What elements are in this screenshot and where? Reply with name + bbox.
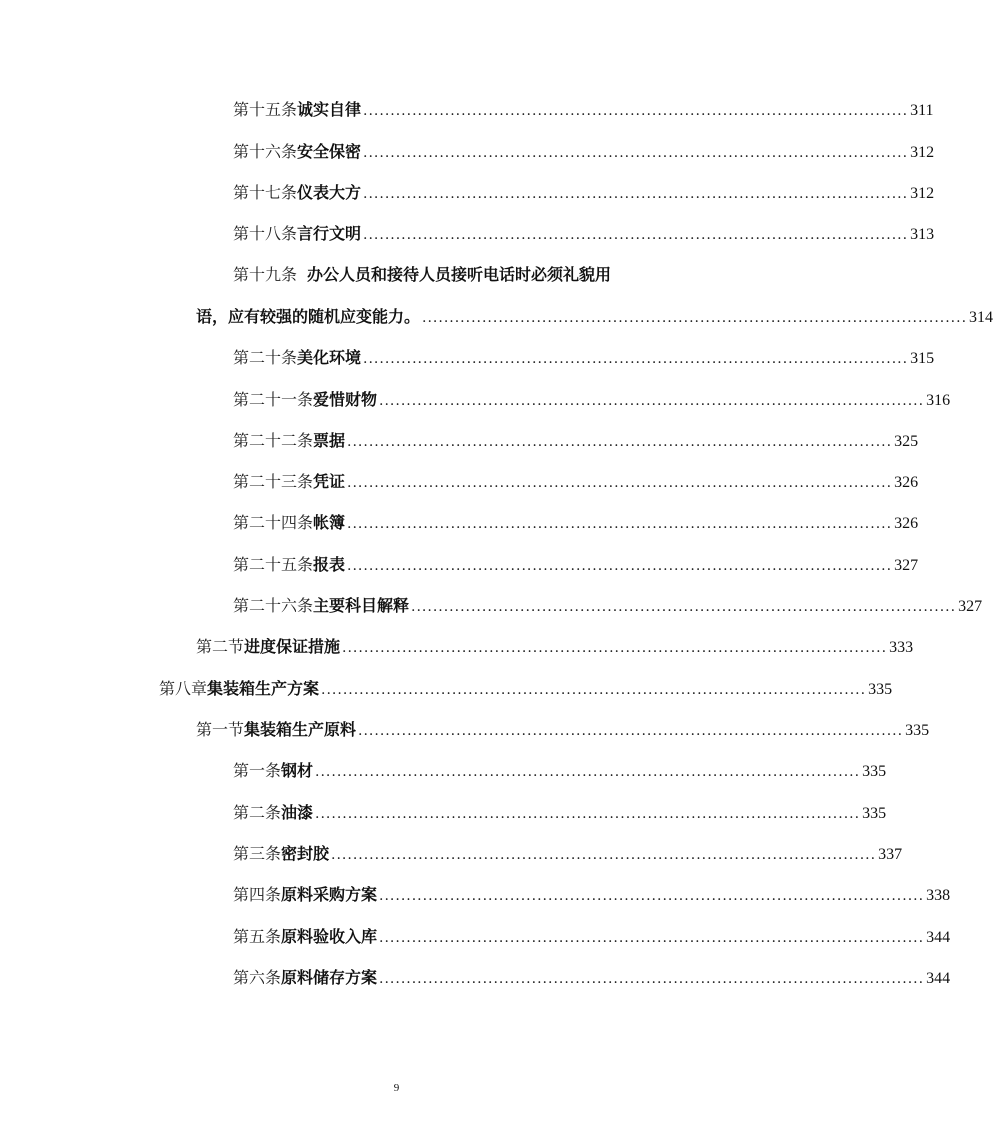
toc-title: 原料验收入库 (281, 927, 378, 946)
toc-number: 第二十二条 (233, 431, 314, 450)
toc-leader: .................................................................................................... (347, 434, 893, 450)
toc-title: 诚实自律 (297, 100, 362, 119)
toc-page: 315 (910, 350, 935, 367)
toc-title: 办公人员和接待人员接听电话时必须礼貌用 (307, 265, 612, 284)
toc-title: 集装箱生产方案 (207, 679, 320, 698)
toc-entry-section[interactable] (196, 634, 914, 660)
toc-leader: .................................................................................................... (379, 393, 925, 409)
toc-number: 第十六条 (233, 142, 298, 161)
toc-title: 语，应有较强的随机应变能力。 (196, 307, 421, 326)
toc-leader: .................................................................................................... (363, 351, 909, 367)
toc-leader: .................................................................................................... (347, 558, 893, 574)
toc-title: 原料采购方案 (281, 885, 378, 904)
toc-page: 327 (958, 598, 983, 615)
toc-page: 335 (905, 722, 930, 739)
toc-number: 第一节 (196, 720, 245, 739)
toc-number: 第十五条 (233, 100, 298, 119)
toc-number: 第八章 (159, 679, 208, 698)
toc-page: 313 (910, 226, 935, 243)
toc-page: 325 (894, 433, 919, 450)
page-number: 9 (393, 1082, 400, 1094)
toc-page: 327 (894, 557, 919, 574)
toc-page: 335 (862, 763, 887, 780)
toc-title: 美化环境 (297, 348, 362, 367)
toc-title: 密封胶 (281, 844, 330, 863)
toc-page: 338 (926, 887, 951, 904)
toc-page: 312 (910, 185, 935, 202)
toc-page: 311 (910, 102, 934, 119)
toc-entry-multiline[interactable] (233, 262, 611, 288)
toc-page: 333 (889, 639, 914, 656)
toc-entry[interactable] (233, 800, 887, 826)
toc-entry[interactable] (233, 924, 951, 950)
toc-entry[interactable] (233, 345, 935, 371)
toc-page: 326 (894, 474, 919, 491)
toc-entry-section[interactable] (196, 717, 930, 743)
toc-title: 安全保密 (297, 142, 362, 161)
toc-title: 报表 (313, 555, 346, 574)
toc-leader: .................................................................................................... (358, 723, 904, 739)
toc-title: 票据 (313, 431, 346, 450)
toc-entry-continuation[interactable] (196, 304, 993, 330)
toc-entry[interactable] (233, 965, 951, 991)
toc-entry-chapter[interactable] (159, 676, 893, 702)
toc-entry[interactable] (233, 882, 951, 908)
toc-title: 帐簿 (313, 513, 346, 532)
toc-title: 进度保证措施 (244, 637, 341, 656)
toc-number: 第二十四条 (233, 513, 314, 532)
toc-number: 第五条 (233, 927, 282, 946)
toc-entry[interactable] (233, 841, 903, 867)
toc-title: 爱惜财物 (313, 390, 378, 409)
toc-leader: .................................................................................................... (411, 599, 957, 615)
toc-title: 集装箱生产原料 (244, 720, 357, 739)
toc-number: 第十九条 (233, 265, 298, 284)
toc-entry[interactable] (233, 758, 887, 784)
toc-title: 仪表大方 (297, 183, 362, 202)
toc-leader: .................................................................................................... (379, 888, 925, 904)
toc-number: 第十八条 (233, 224, 298, 243)
toc-leader: .................................................................................................... (321, 682, 867, 698)
toc-title: 主要科目解释 (313, 596, 410, 615)
toc-entry[interactable] (233, 139, 935, 165)
toc-leader: .................................................................................................... (422, 310, 968, 326)
toc-leader: .................................................................................................... (331, 847, 877, 863)
toc-entry[interactable] (233, 180, 935, 206)
toc-entry[interactable] (233, 593, 983, 619)
toc-entry[interactable] (233, 552, 919, 578)
toc-entry[interactable] (233, 428, 919, 454)
toc-leader: .................................................................................................... (363, 227, 909, 243)
toc-page: 344 (926, 929, 951, 946)
toc-number: 第一条 (233, 761, 282, 780)
toc-number: 第二十六条 (233, 596, 314, 615)
toc-number: 第十七条 (233, 183, 298, 202)
toc-number: 第二节 (196, 637, 245, 656)
toc-number: 第二十五条 (233, 555, 314, 574)
toc-title: 钢材 (281, 761, 314, 780)
toc-leader: .................................................................................................... (347, 475, 893, 491)
toc-entry[interactable] (233, 510, 919, 536)
toc-leader: .................................................................................................... (379, 930, 925, 946)
toc-number: 第二条 (233, 803, 282, 822)
toc-page: 312 (910, 144, 935, 161)
toc-title: 凭证 (313, 472, 346, 491)
toc-entry[interactable] (233, 221, 935, 247)
toc-entry[interactable] (233, 97, 934, 123)
toc-leader: .................................................................................................... (363, 186, 909, 202)
toc-number: 第二十三条 (233, 472, 314, 491)
toc-number: 第二十一条 (233, 390, 314, 409)
toc-page: 337 (878, 846, 903, 863)
toc-number: 第六条 (233, 968, 282, 987)
toc-leader: .................................................................................................... (347, 516, 893, 532)
toc-page: 326 (894, 515, 919, 532)
toc-number: 第三条 (233, 844, 282, 863)
toc-page: 316 (926, 392, 951, 409)
toc-number: 第四条 (233, 885, 282, 904)
toc-page: 344 (926, 970, 951, 987)
toc-leader: .................................................................................................... (363, 145, 909, 161)
toc-title: 油漆 (281, 803, 314, 822)
toc-leader: .................................................................................................... (363, 103, 909, 119)
toc-title: 原料储存方案 (281, 968, 378, 987)
toc-entry[interactable] (233, 469, 919, 495)
toc-leader: .................................................................................................... (379, 971, 925, 987)
toc-page: 335 (868, 681, 893, 698)
toc-page: 335 (862, 805, 887, 822)
toc-number: 第二十条 (233, 348, 298, 367)
toc-leader: .................................................................................................... (342, 640, 888, 656)
toc-entry[interactable] (233, 387, 951, 413)
toc-title: 言行文明 (297, 224, 362, 243)
toc-leader: .................................................................................................... (315, 806, 861, 822)
toc-leader: .................................................................................................... (315, 764, 861, 780)
toc-page: 314 (969, 309, 993, 326)
